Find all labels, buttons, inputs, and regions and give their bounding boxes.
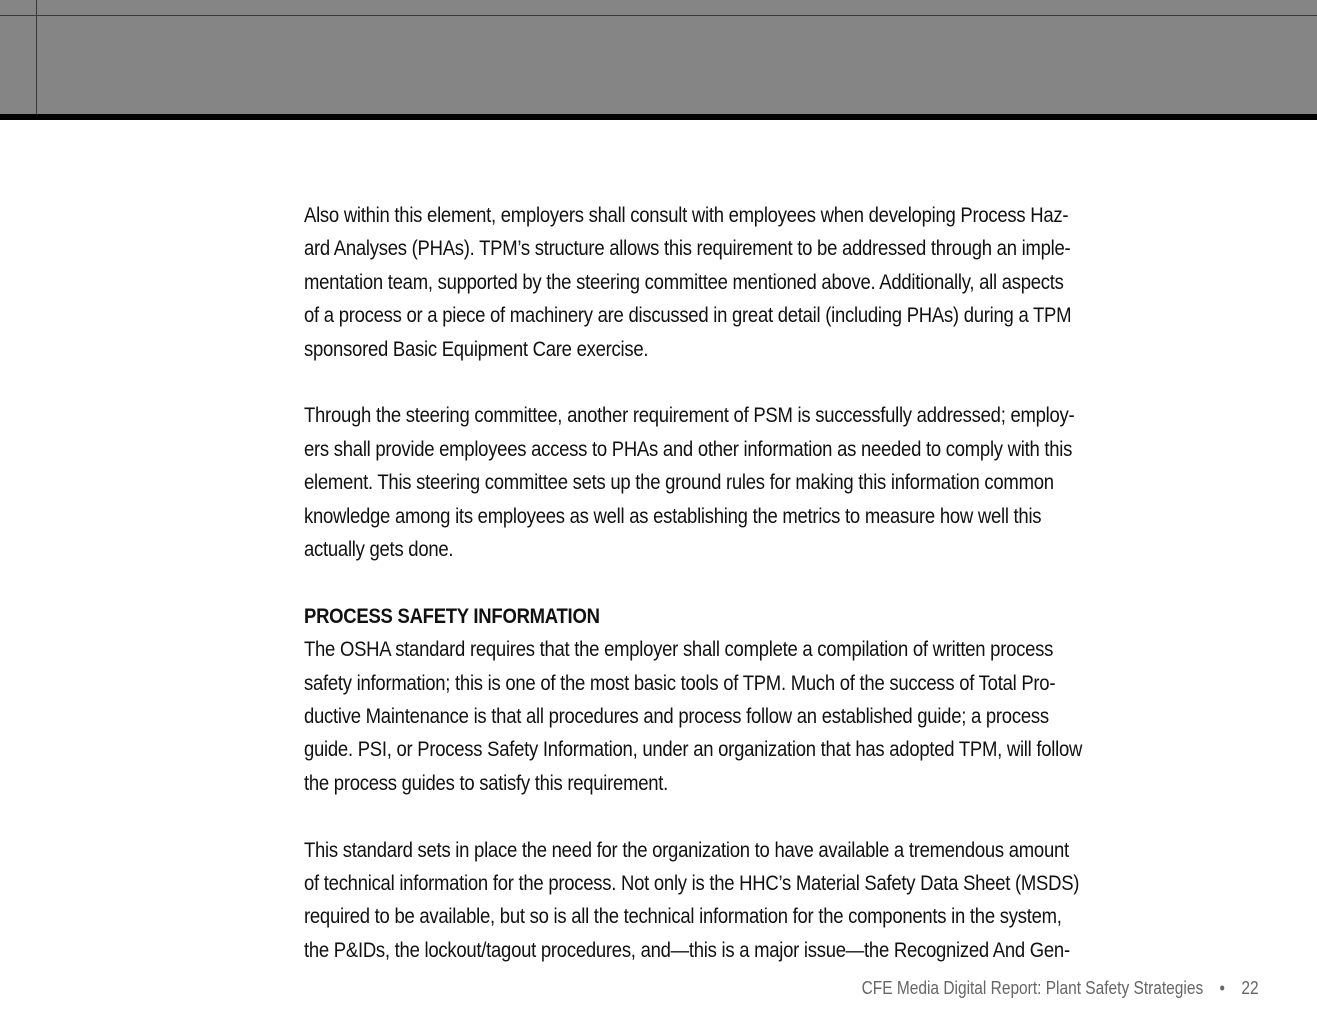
text-line: of a process or a piece of machinery are discussed in great detail (including PHAs) during a TPM <box>304 303 1072 328</box>
paragraph-gap <box>304 566 1264 599</box>
text-line: mentation team, supported by the steering committee mentioned above. Additionally, all aspects <box>304 269 1064 294</box>
text-line: element. This steering committee sets up the ground rules for making this information common <box>304 470 1054 495</box>
header-rule-vertical <box>36 0 37 114</box>
text-line: sponsored Basic Equipment Care exercise. <box>304 336 649 361</box>
section-heading: PROCESS SAFETY INFORMATION <box>304 603 600 628</box>
text-line: ers shall provide employees access to PHAs and other information as needed to comply with this <box>304 436 1073 461</box>
header-rule-top <box>0 15 1317 16</box>
text-line: required to be available, but so is all the technical information for the components in the system, <box>304 904 1062 929</box>
paragraph-4 <box>304 834 1264 968</box>
paragraph-gap <box>304 800 1264 833</box>
footer-publication-title: CFE Media Digital Report: Plant Safety Strategies <box>862 978 1204 998</box>
text-line: safety information; this is one of the most basic tools of TPM. Much of the success of Total Pro- <box>304 670 1056 695</box>
text-line: knowledge among its employees as well as establishing the metrics to measure how well this <box>304 503 1042 528</box>
section-process-safety-information <box>304 600 1264 800</box>
paragraph-2 <box>304 399 1264 566</box>
text-line: the P&IDs, the lockout/tagout procedures, and—this is a major issue—the Recognized And Gen- <box>304 937 1070 962</box>
paragraph-gap <box>304 366 1264 399</box>
text-line: of technical information for the process. Not only is the HHC’s Material Safety Data Sheet (MSDS) <box>304 871 1080 896</box>
text-line: ard Analyses (PHAs). TPM’s structure allows this requirement to be addressed through an imple- <box>304 236 1071 261</box>
footer-separator: • <box>1219 978 1226 998</box>
text-line: guide. PSI, or Process Safety Information, under an organization that has adopted TPM, will follow <box>304 737 1083 762</box>
page-number: 22 <box>1241 978 1259 998</box>
text-line: the process guides to satisfy this requirement. <box>304 770 669 795</box>
text-line: The OSHA standard requires that the employer shall complete a compilation of written process <box>304 637 1054 662</box>
body-text <box>304 199 1264 967</box>
text-line: actually gets done. <box>304 537 454 562</box>
header-rule-bottom <box>0 114 1317 120</box>
text-line: Through the steering committee, another requirement of PSM is successfully addressed; employ- <box>304 403 1075 428</box>
header-band <box>0 0 1317 114</box>
page-footer <box>862 978 1259 999</box>
text-line: Also within this element, employers shall consult with employees when developing Process Haz- <box>304 203 1069 227</box>
paragraph-1 <box>304 199 1264 366</box>
text-line: This standard sets in place the need for the organization to have available a tremendous amount <box>304 837 1069 862</box>
text-line: ductive Maintenance is that all procedures and process follow an established guide; a process <box>304 704 1049 729</box>
